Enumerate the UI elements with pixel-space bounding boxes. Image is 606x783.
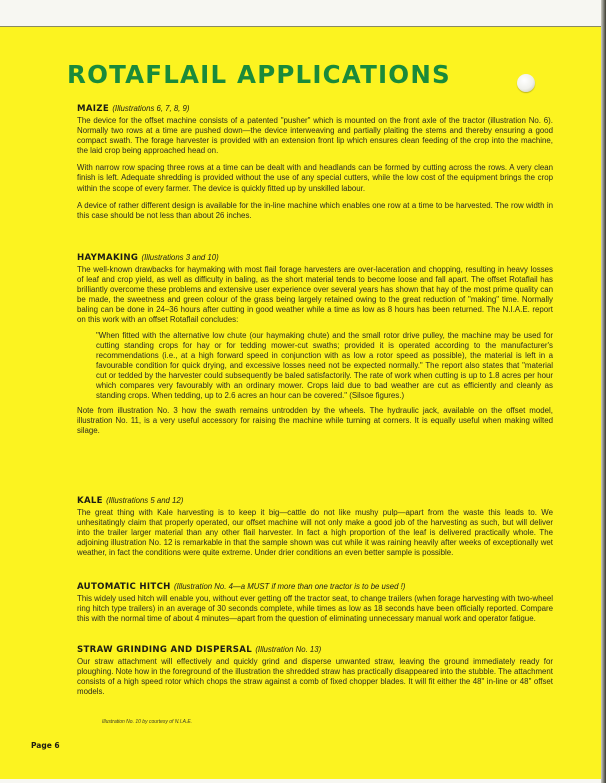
heading-reference: (Illustrations 6, 7, 8, 9)	[112, 104, 190, 113]
section-straw-grinding	[77, 644, 553, 697]
paragraph: The great thing with Kale harvesting is to keep it big—cattle do not like mushy pulp—apart from the waste this leads to. We unhesitatingly claim that properly operated, our offset machine will not only make a good job of the harvesting as such, but will deliver into the trailer larger material than any other flail harvester. In fact a high proportion of the leaf is delivered practically whole. The adjoining illustration No. 12 is remarkable in that the sample shown was cut while it was raining heavily after weeks of exceptionally wet weather, in fact the conditions were quite extreme. Under drier conditions an even better sample is possible.	[77, 508, 553, 558]
heading-text: KALE	[77, 496, 103, 506]
page-number: Page 6	[31, 741, 60, 750]
binder-hole-icon	[517, 74, 535, 92]
paragraph: Our straw attachment will effectively and quickly grind and disperse unwanted straw, leaving the ground immediately ready for ploughing. Note how in the foreground of the illustration the shredded straw has practically disappeared into the stubble. The attachment consists of a high speed rotor which chops the straw against a comb of fixed chopper blades. It will fit either the 48" in-line or 48" offset models.	[77, 657, 553, 697]
paragraph: With narrow row spacing three rows at a time can be dealt with and headlands can be formed by cutting across the rows. A very clean finish is left. Adequate shredding is provided without the use of any special cutters, while the low cost of the equipment brings the crop within the scope of every farmer. The device is quickly fitted up by unskilled labour.	[77, 163, 553, 193]
heading-reference: (Illustrations 5 and 12)	[106, 496, 184, 505]
section-heading	[77, 581, 553, 593]
page-edge-shadow	[601, 0, 606, 783]
heading-reference: (Illustration No. 13)	[255, 645, 322, 654]
heading-text: STRAW GRINDING AND DISPERSAL	[77, 645, 253, 655]
heading-reference: (Illustrations 3 and 10)	[141, 253, 219, 262]
heading-text: AUTOMATIC HITCH	[77, 582, 171, 592]
paragraph: The device for the offset machine consists of a patented "pusher" which is mounted on the front axle of the tractor (illustration No. 6). Normally two rows at a time are pushed down—the device interweaving and partially plaiting the stems and thereby ensuring a good compact swath. The forage harvester is provided with an extension front lip which ensures clean feeding of the crop into the machine, the laid crop being approached head on.	[77, 116, 553, 156]
illustration-credit: Illustration No. 10 by courtesy of N.I.A.E.	[102, 719, 193, 725]
section-heading	[77, 103, 553, 115]
heading-text: HAYMAKING	[77, 253, 139, 263]
paragraph: This widely used hitch will enable you, without ever getting off the tractor seat, to change trailers (when forage harvesting with two-wheel ring hitch type trailers) in an average of 30 seconds complete, while times as low as 18 seconds have been officially reported. Compare this with the normal time of about 4 minutes—apart from the question of eliminating unnecessary manual work and operator fatigue.	[77, 594, 553, 624]
section-automatic-hitch	[77, 581, 553, 624]
paragraph: A device of rather different design is available for the in-line machine which enables one row at a time to be harvested. The row width in this case should be not less than about 26 inches.	[77, 200, 553, 220]
section-maize	[77, 103, 553, 221]
heading-text: MAIZE	[77, 104, 110, 114]
section-heading	[77, 495, 553, 507]
section-heading	[77, 644, 553, 656]
page-title: ROTAFLAIL APPLICATIONS	[67, 60, 451, 89]
section-heading	[77, 252, 553, 264]
section-kale	[77, 495, 553, 558]
quoted-report: "When fitted with the alternative low chute (our haymaking chute) and the small rotor drive pulley, the machine may be used for cutting standing crops for hay or for tedding mower-cut swaths; provided it is operated according to the manufacturer's recommendations (i.e., at a high forward speed in conjunction with as low a rotor speed as possible), the material is left in a favourable condition for quick drying, and excessive losses need not be expected normally." The report also states that "material cut or tedded by the harvester could subsequently be baled satisfactorily. The rate of work when cutting is up to 1.8 acres per hour which compares very favourably with an ordinary mower. Crops laid due to bad weather are cut as efficiently and cleanly as standing crops. When tedding, up to 2.6 acres an hour can be covered." (Silsoe figures.)	[96, 330, 553, 401]
heading-reference: (Illustration No. 4—a MUST if more than one tractor is to be used !)	[173, 582, 406, 591]
paragraph: The well-known drawbacks for haymaking with most flail forage harvesters are over-laceration and chopping, resulting in heavy losses of leaf and crop yield, as well as difficulty in baling, as the short material tends to become loose and fall apart. The offset Rotaflail has brilliantly overcome these problems and extensive user experience over several years has shown that hay of the most prime quality can be made, the sweetness and green colour of the grass being largely retained owing to the great reduction of "making" time. Normally baling can be done in 24–36 hours after cutting in good weather while a time as low as 8 hours has been returned. The N.I.A.E. report on this work with an offset Rotaflail concludes:	[77, 265, 553, 325]
section-haymaking	[77, 252, 553, 437]
paragraph: Note from illustration No. 3 how the swath remains untrodden by the wheels. The hydraulic jack, available on the offset model, illustration No. 11, is a very useful accessory for raising the machine while turning at corners. It is equally useful when making wilted silage.	[77, 406, 553, 436]
